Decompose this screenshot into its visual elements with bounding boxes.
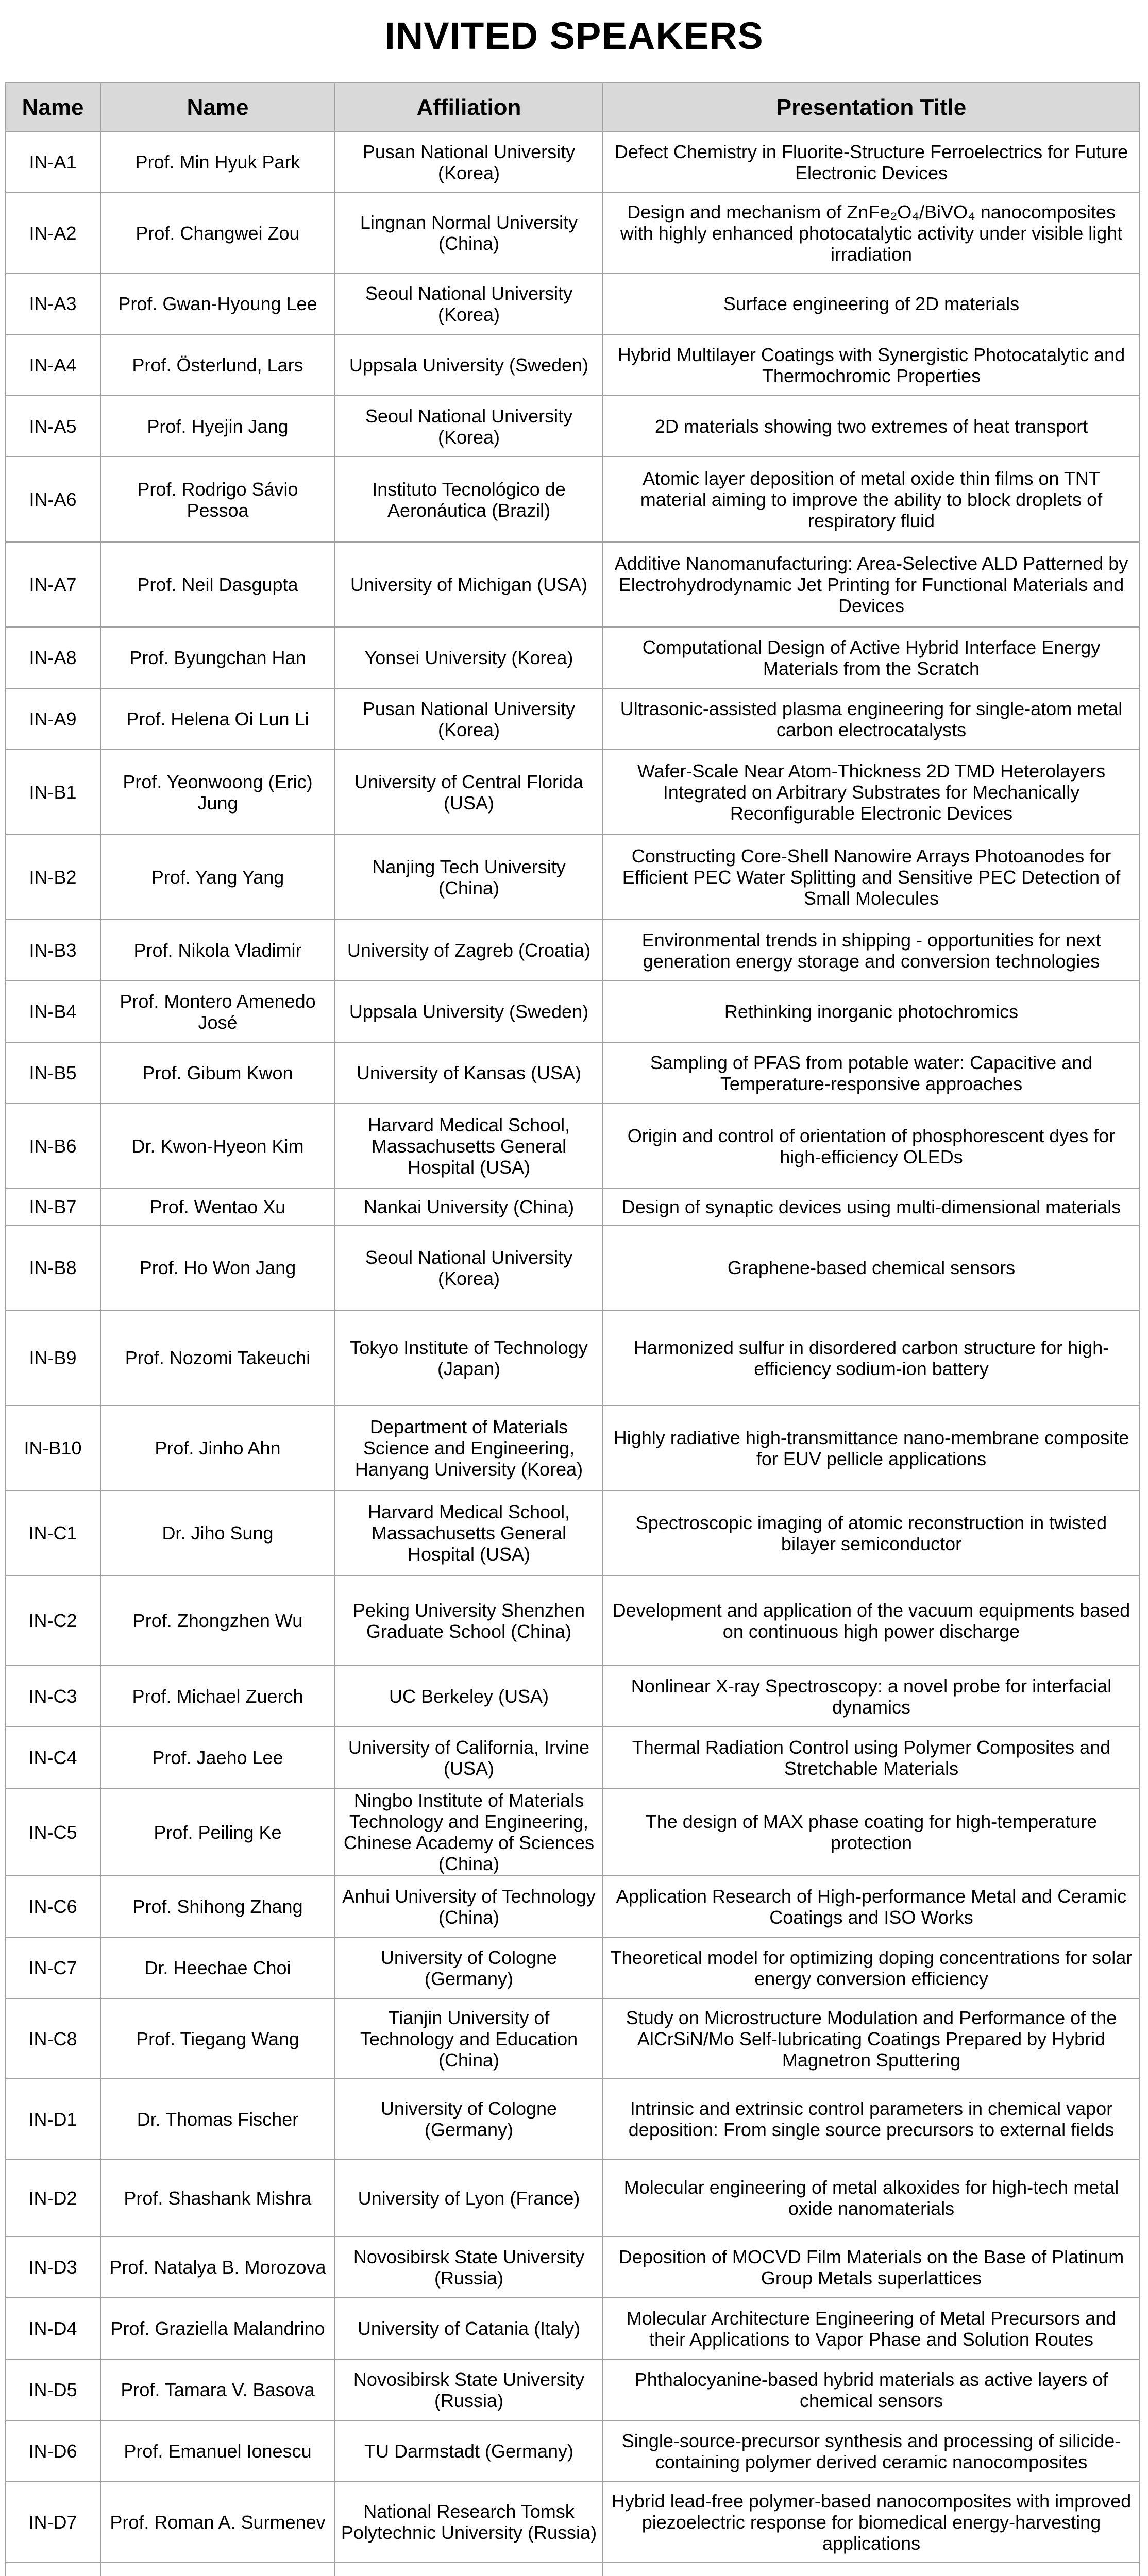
speaker-name: Prof. Zhongzhen Wu — [100, 1575, 335, 1666]
speaker-affiliation: Seoul National University (Korea) — [335, 396, 603, 457]
table-row — [5, 627, 1140, 688]
table-row — [5, 1876, 1140, 1937]
speaker-affiliation: Tianjin University of Technology and Education (China) — [335, 1998, 603, 2079]
speaker-id: IN-B1 — [5, 750, 100, 835]
table-row — [5, 2298, 1140, 2359]
speaker-id: IN-C8 — [5, 1998, 100, 2079]
speaker-name: Prof. Gwan-Hyoung Lee — [100, 273, 335, 334]
speaker-affiliation: Novosibirsk State University (Russia) — [335, 2359, 603, 2420]
speaker-id: IN-B6 — [5, 1104, 100, 1189]
speaker-presentation-title: Ultrasonic-assisted plasma engineering for single-atom metal carbon electrocatalysts — [603, 688, 1140, 750]
speaker-affiliation: Yonsei University (Korea) — [335, 627, 603, 688]
table-row — [5, 2359, 1140, 2420]
header-name: Name — [100, 83, 335, 131]
speaker-id: IN-A1 — [5, 131, 100, 193]
speaker-id: IN-D7 — [5, 2482, 100, 2562]
table-row — [5, 835, 1140, 920]
table-row — [5, 1998, 1140, 2079]
speaker-affiliation: Ningbo Institute of Materials Technology and Engineering, Chinese Academy of Sciences (China) — [335, 1788, 603, 1876]
table-row — [5, 542, 1140, 627]
speaker-name: Prof. Tamara V. Basova — [100, 2359, 335, 2420]
table-row — [5, 1104, 1140, 1189]
table-row — [5, 2236, 1140, 2298]
speaker-presentation-title: Sampling of PFAS from potable water: Capacitive and Temperature-responsive approaches — [603, 1042, 1140, 1104]
speaker-id: IN-D1 — [5, 2079, 100, 2159]
table-row — [5, 457, 1140, 542]
speaker-id: IN-D6 — [5, 2420, 100, 2482]
speaker-presentation-title: Hybrid lead-free polymer-based nanocomposites with improved piezoelectric response for biomedical energy-harvesting applications — [603, 2482, 1140, 2562]
speaker-presentation-title: Nonlinear X-ray Spectroscopy: a novel probe for interfacial dynamics — [603, 1666, 1140, 1727]
speaker-name: Dr. Jiho Sung — [100, 1490, 335, 1575]
speaker-id: IN-A2 — [5, 193, 100, 273]
speaker-name: Prof. Nozomi Takeuchi — [100, 1310, 335, 1405]
table-row — [5, 1042, 1140, 1104]
speaker-id — [5, 2562, 100, 2576]
speaker-affiliation: Department of Materials Science and Engineering, Hanyang University (Korea) — [335, 1405, 603, 1490]
speaker-affiliation: Tokyo Institute of Technology (Japan) — [335, 1310, 603, 1405]
speaker-id: IN-B2 — [5, 835, 100, 920]
page-title: INVITED SPEAKERS — [384, 14, 764, 57]
speaker-affiliation: Seoul National University (Korea) — [335, 1225, 603, 1310]
speaker-name: Prof. Changwei Zou — [100, 193, 335, 273]
table-row — [5, 1189, 1140, 1225]
speaker-name: Dr. Kwon-Hyeon Kim — [100, 1104, 335, 1189]
speaker-presentation-title: Design and mechanism of ZnFe₂O₄/BiVO₄ nanocomposites with highly enhanced photocatalytic activity under visible light irradiation — [603, 193, 1140, 273]
speaker-presentation-title: Additive Nanomanufacturing: Area-Selective ALD Patterned by Electrohydrodynamic Jet Printing for Functional Materials and Devices — [603, 542, 1140, 627]
speaker-presentation-title: Atomic layer deposition of metal oxide thin films on TNT material aiming to improve the ability to block droplets of respiratory fluid — [603, 457, 1140, 542]
speaker-affiliation: Novosibirsk State University (Russia) — [335, 2236, 603, 2298]
table-row — [5, 1937, 1140, 1998]
speaker-id: IN-C4 — [5, 1727, 100, 1788]
table-row — [5, 1666, 1140, 1727]
speaker-name: Prof. Peiling Ke — [100, 1788, 335, 1876]
speaker-presentation-title: Harmonized sulfur in disordered carbon structure for high-efficiency sodium-ion battery — [603, 1310, 1140, 1405]
speaker-affiliation: Uppsala University (Sweden) — [335, 981, 603, 1042]
speaker-id: IN-A7 — [5, 542, 100, 627]
speaker-id: IN-C6 — [5, 1876, 100, 1937]
speaker-affiliation: Peking University Shenzhen Graduate School (China) — [335, 1575, 603, 1666]
speaker-affiliation: University of Lyon (France) — [335, 2159, 603, 2236]
speaker-id: IN-B4 — [5, 981, 100, 1042]
table-row — [5, 688, 1140, 750]
speaker-name: Prof. Tiegang Wang — [100, 1998, 335, 2079]
speaker-name: Prof. Gibum Kwon — [100, 1042, 335, 1104]
speaker-affiliation: Pusan National University (Korea) — [335, 688, 603, 750]
speaker-affiliation: University of Kansas (USA) — [335, 1042, 603, 1104]
speaker-id: IN-D2 — [5, 2159, 100, 2236]
speaker-presentation-title: Theoretical model for optimizing doping concentrations for solar energy conversion efficiency — [603, 1937, 1140, 1998]
speaker-presentation-title: Development and application of the vacuum equipments based on continuous high power discharge — [603, 1575, 1140, 1666]
speaker-id: IN-C7 — [5, 1937, 100, 1998]
speaker-id: IN-C2 — [5, 1575, 100, 1666]
table-row — [5, 273, 1140, 334]
speakers-table — [5, 82, 1140, 2576]
speaker-id: IN-B10 — [5, 1405, 100, 1490]
speaker-name: Prof. Graziella Malandrino — [100, 2298, 335, 2359]
speaker-presentation-title: Constructing Core-Shell Nanowire Arrays Photoanodes for Efficient PEC Water Splitting and Sensitive PEC Detection of Small Molecules — [603, 835, 1140, 920]
speaker-name: Prof. Roman A. Surmenev — [100, 2482, 335, 2562]
header-id: Name — [5, 83, 100, 131]
table-row — [5, 981, 1140, 1042]
speaker-presentation-title: Defect Chemistry in Fluorite-Structure Ferroelectrics for Future Electronic Devices — [603, 131, 1140, 193]
speaker-name — [100, 2562, 335, 2576]
table-row — [5, 2420, 1140, 2482]
table-row — [5, 334, 1140, 396]
speaker-rows — [5, 131, 1140, 2576]
speaker-affiliation: Nankai University (China) — [335, 1189, 603, 1225]
speaker-id: IN-B5 — [5, 1042, 100, 1104]
speaker-name: Prof. Neil Dasgupta — [100, 542, 335, 627]
table-row — [5, 1727, 1140, 1788]
speaker-presentation-title — [603, 2562, 1140, 2576]
header-presentation-title: Presentation Title — [603, 83, 1140, 131]
speaker-id: IN-A6 — [5, 457, 100, 542]
speaker-presentation-title: Application Research of High-performance Metal and Ceramic Coatings and ISO Works — [603, 1876, 1140, 1937]
speaker-affiliation: Harvard Medical School, Massachusetts General Hospital (USA) — [335, 1104, 603, 1189]
speaker-id: IN-D4 — [5, 2298, 100, 2359]
speaker-affiliation: University of Cologne (Germany) — [335, 2079, 603, 2159]
speaker-affiliation: Anhui University of Technology (China) — [335, 1876, 603, 1937]
speaker-presentation-title: Environmental trends in shipping - opportunities for next generation energy storage and conversion technologies — [603, 920, 1140, 981]
speaker-presentation-title: Rethinking inorganic photochromics — [603, 981, 1140, 1042]
header-row — [5, 83, 1140, 131]
speaker-affiliation: National Research Tomsk Polytechnic University (Russia) — [335, 2482, 603, 2562]
speaker-id: IN-C1 — [5, 1490, 100, 1575]
speaker-name: Prof. Shihong Zhang — [100, 1876, 335, 1937]
speaker-affiliation: Uppsala University (Sweden) — [335, 334, 603, 396]
speaker-id: IN-A9 — [5, 688, 100, 750]
table-row — [5, 1788, 1140, 1876]
table-row — [5, 1575, 1140, 1666]
speaker-name: Prof. Yang Yang — [100, 835, 335, 920]
speaker-presentation-title: 2D materials showing two extremes of heat transport — [603, 396, 1140, 457]
speaker-name: Dr. Heechae Choi — [100, 1937, 335, 1998]
speaker-id: IN-A5 — [5, 396, 100, 457]
speaker-presentation-title: Wafer-Scale Near Atom-Thickness 2D TMD Heterolayers Integrated on Arbitrary Substrates for Mechanically Reconfigurable Electronic Devices — [603, 750, 1140, 835]
table-row — [5, 1405, 1140, 1490]
speaker-presentation-title: Computational Design of Active Hybrid Interface Energy Materials from the Scratch — [603, 627, 1140, 688]
speaker-presentation-title: Study on Microstructure Modulation and Performance of the AlCrSiN/Mo Self-lubricating Coatings Prepared by Hybrid Magnetron Sputtering — [603, 1998, 1140, 2079]
speaker-id: IN-B8 — [5, 1225, 100, 1310]
table-row — [5, 1310, 1140, 1405]
speaker-id: IN-C5 — [5, 1788, 100, 1876]
speaker-name: Prof. Yeonwoong (Eric) Jung — [100, 750, 335, 835]
table-row — [5, 2482, 1140, 2562]
speaker-name: Prof. Rodrigo Sávio Pessoa — [100, 457, 335, 542]
speaker-id: IN-A8 — [5, 627, 100, 688]
speaker-name: Prof. Helena Oi Lun Li — [100, 688, 335, 750]
speaker-affiliation: University of Cologne (Germany) — [335, 1937, 603, 1998]
speaker-id: IN-B7 — [5, 1189, 100, 1225]
speaker-id: IN-B9 — [5, 1310, 100, 1405]
speaker-name: Prof. Jaeho Lee — [100, 1727, 335, 1788]
speaker-name: Prof. Nikola Vladimir — [100, 920, 335, 981]
table-row — [5, 1490, 1140, 1575]
header-affiliation: Affiliation — [335, 83, 603, 131]
speaker-id: IN-C3 — [5, 1666, 100, 1727]
speaker-affiliation: Lingnan Normal University (China) — [335, 193, 603, 273]
speaker-name: Prof. Natalya B. Morozova — [100, 2236, 335, 2298]
speaker-name: Prof. Shashank Mishra — [100, 2159, 335, 2236]
table-row — [5, 1225, 1140, 1310]
speaker-id: IN-D5 — [5, 2359, 100, 2420]
speaker-id: IN-A4 — [5, 334, 100, 396]
speaker-id: IN-B3 — [5, 920, 100, 981]
table-row — [5, 2079, 1140, 2159]
speaker-name: Dr. Thomas Fischer — [100, 2079, 335, 2159]
speaker-name: Prof. Österlund, Lars — [100, 334, 335, 396]
speaker-affiliation: University of Michigan (USA) — [335, 542, 603, 627]
speaker-presentation-title: Molecular engineering of metal alkoxides for high-tech metal oxide nanomaterials — [603, 2159, 1140, 2236]
speaker-presentation-title: Spectroscopic imaging of atomic reconstruction in twisted bilayer semiconductor — [603, 1490, 1140, 1575]
table-row — [5, 396, 1140, 457]
table-row — [5, 750, 1140, 835]
table-row — [5, 193, 1140, 273]
speaker-name: Prof. Michael Zuerch — [100, 1666, 335, 1727]
speaker-affiliation: TU Darmstadt (Germany) — [335, 2420, 603, 2482]
speaker-affiliation: University of Zagreb (Croatia) — [335, 920, 603, 981]
speaker-presentation-title: The design of MAX phase coating for high-temperature protection — [603, 1788, 1140, 1876]
table-row — [5, 920, 1140, 981]
speaker-id: IN-A3 — [5, 273, 100, 334]
speaker-affiliation: UC Berkeley (USA) — [335, 1666, 603, 1727]
speaker-name: Prof. Jinho Ahn — [100, 1405, 335, 1490]
speaker-presentation-title: Deposition of MOCVD Film Materials on the Base of Platinum Group Metals superlattices — [603, 2236, 1140, 2298]
speaker-affiliation: University of Central Florida (USA) — [335, 750, 603, 835]
speaker-presentation-title: Design of synaptic devices using multi-dimensional materials — [603, 1189, 1140, 1225]
table-row — [5, 131, 1140, 193]
speaker-affiliation: University of Catania (Italy) — [335, 2298, 603, 2359]
speaker-affiliation — [335, 2562, 603, 2576]
speaker-affiliation: Nanjing Tech University (China) — [335, 835, 603, 920]
speaker-presentation-title: Intrinsic and extrinsic control parameters in chemical vapor deposition: From single source precursors to external fields — [603, 2079, 1140, 2159]
speaker-name: Prof. Emanuel Ionescu — [100, 2420, 335, 2482]
speaker-presentation-title: Graphene-based chemical sensors — [603, 1225, 1140, 1310]
table-row — [5, 2562, 1140, 2576]
speaker-name: Prof. Min Hyuk Park — [100, 131, 335, 193]
speaker-name: Prof. Hyejin Jang — [100, 396, 335, 457]
speaker-presentation-title: Origin and control of orientation of phosphorescent dyes for high-efficiency OLEDs — [603, 1104, 1140, 1189]
speaker-affiliation: Instituto Tecnológico de Aeronáutica (Brazil) — [335, 457, 603, 542]
speaker-affiliation: Harvard Medical School, Massachusetts General Hospital (USA) — [335, 1490, 603, 1575]
speaker-presentation-title: Molecular Architecture Engineering of Metal Precursors and their Applications to Vapor Phase and Solution Routes — [603, 2298, 1140, 2359]
speaker-name: Prof. Montero Amenedo José — [100, 981, 335, 1042]
speaker-presentation-title: Single-source-precursor synthesis and processing of silicide-containing polymer derived ceramic nanocomposites — [603, 2420, 1140, 2482]
speaker-affiliation: Pusan National University (Korea) — [335, 131, 603, 193]
speaker-presentation-title: Phthalocyanine-based hybrid materials as active layers of chemical sensors — [603, 2359, 1140, 2420]
speaker-presentation-title: Surface engineering of 2D materials — [603, 273, 1140, 334]
speaker-presentation-title: Thermal Radiation Control using Polymer Composites and Stretchable Materials — [603, 1727, 1140, 1788]
speaker-id: IN-D3 — [5, 2236, 100, 2298]
speaker-name: Prof. Ho Won Jang — [100, 1225, 335, 1310]
speaker-presentation-title: Highly radiative high-transmittance nano-membrane composite for EUV pellicle applications — [603, 1405, 1140, 1490]
speaker-affiliation: Seoul National University (Korea) — [335, 273, 603, 334]
table-row — [5, 2159, 1140, 2236]
speaker-affiliation: University of California, Irvine (USA) — [335, 1727, 603, 1788]
speaker-name: Prof. Byungchan Han — [100, 627, 335, 688]
speaker-presentation-title: Hybrid Multilayer Coatings with Synergistic Photocatalytic and Thermochromic Properties — [603, 334, 1140, 396]
speaker-name: Prof. Wentao Xu — [100, 1189, 335, 1225]
